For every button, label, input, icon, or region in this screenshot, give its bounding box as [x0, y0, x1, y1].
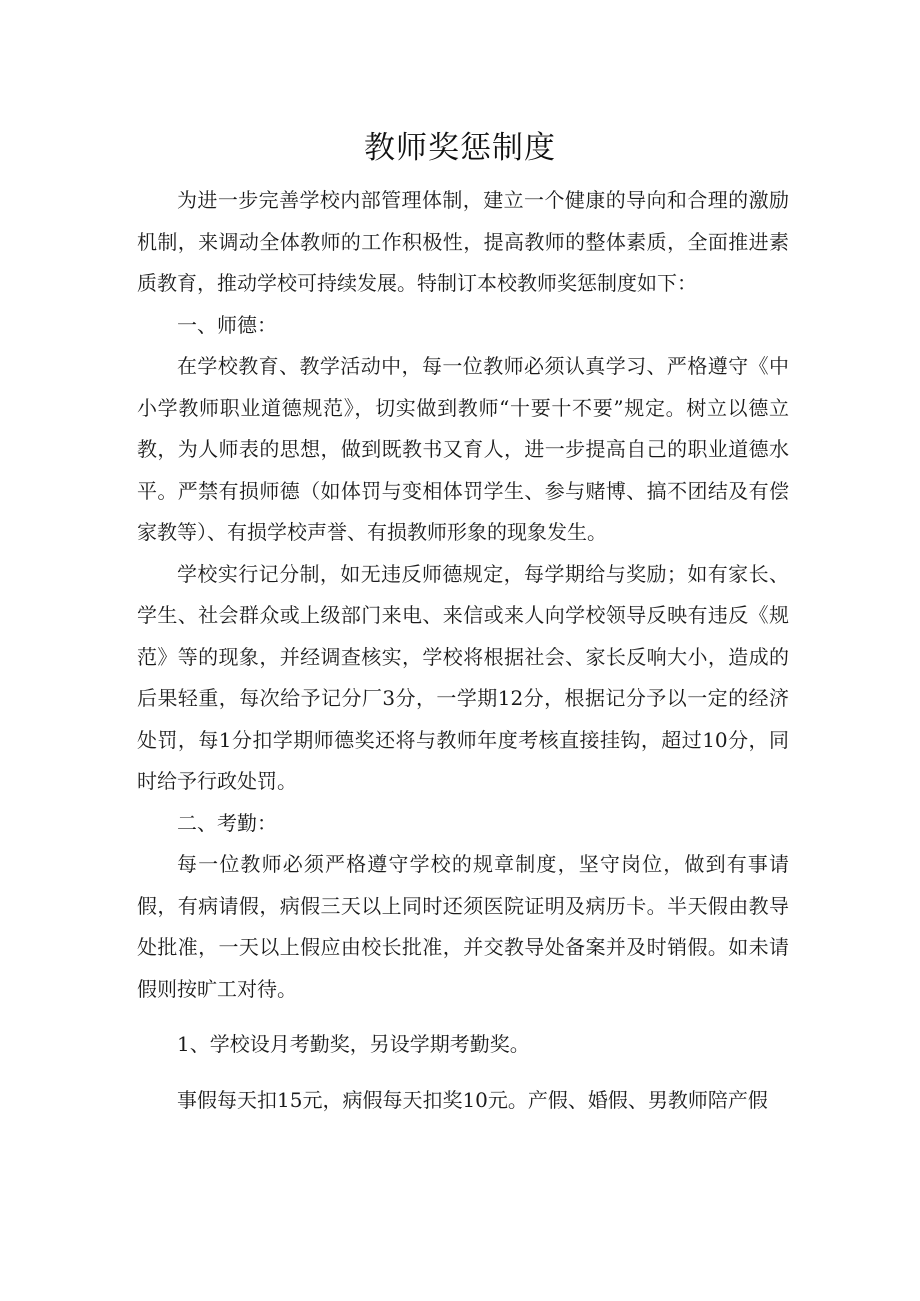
scoring-paragraph: 学校实行记分制，如无违反师德规定，每学期给与奖励；如有家长、学生、社会群众或上级部门来电、来信或来人向学校领导反映有违反《规范》等的现象，并经调查核实，学校将根据社会、家长反响大小，造成的后果轻重，每次给予记分厂3分，一学期12分，根据记分予以一定的经济处罚，每1分扣学期师德奖还将与教师年度考核直接挂钩，超过10分，同时给予行政处罚。 — [137, 561, 789, 793]
document-body — [137, 180, 789, 1121]
leave-deduction-paragraph: 事假每天扣15元，病假每天扣奖10元。产假、婚假、男教师陪产假 — [177, 1087, 768, 1112]
ethics-paragraph: 在学校教育、教学活动中，每一位教师必须认真学习、严格遵守《中小学教师职业道德规范》，切实做到教师“十要十不要”规定。树立以德立教，为人师表的思想，做到既教书又育人，进一步提高自己的职业道德水平。严禁有损师德（如体罚与变相体罚学生、参与赌博、搞不团结及有偿家教等）、有损学校声誉、有损教师形象的现象发生。 — [137, 354, 789, 544]
document-title: 教师奖惩制度 — [364, 130, 556, 166]
attendance-paragraph: 每一位教师必须严格遵守学校的规章制度，坚守岗位，做到有事请假，有病请假，病假三天以上同时还须医院证明及病历卡。半天假由教导处批准，一天以上假应由校长批准，并交教导处备案并及时销假。如未请假则按旷工对待。 — [137, 852, 789, 1001]
intro-paragraph: 为进一步完善学校内部管理体制，建立一个健康的导向和合理的激励机制，来调动全体教师的工作积极性，提高教师的整体素质，全面推进素质教育，推动学校可持续发展。特制订本校教师奖惩制度如下： — [137, 188, 789, 295]
section-heading-teacher-ethics: 一、师德： — [177, 312, 277, 337]
attendance-rule-1: 1、学校设月考勤奖，另设学期考勤奖。 — [177, 1032, 530, 1056]
section-heading-attendance: 二、考勤： — [177, 810, 277, 835]
